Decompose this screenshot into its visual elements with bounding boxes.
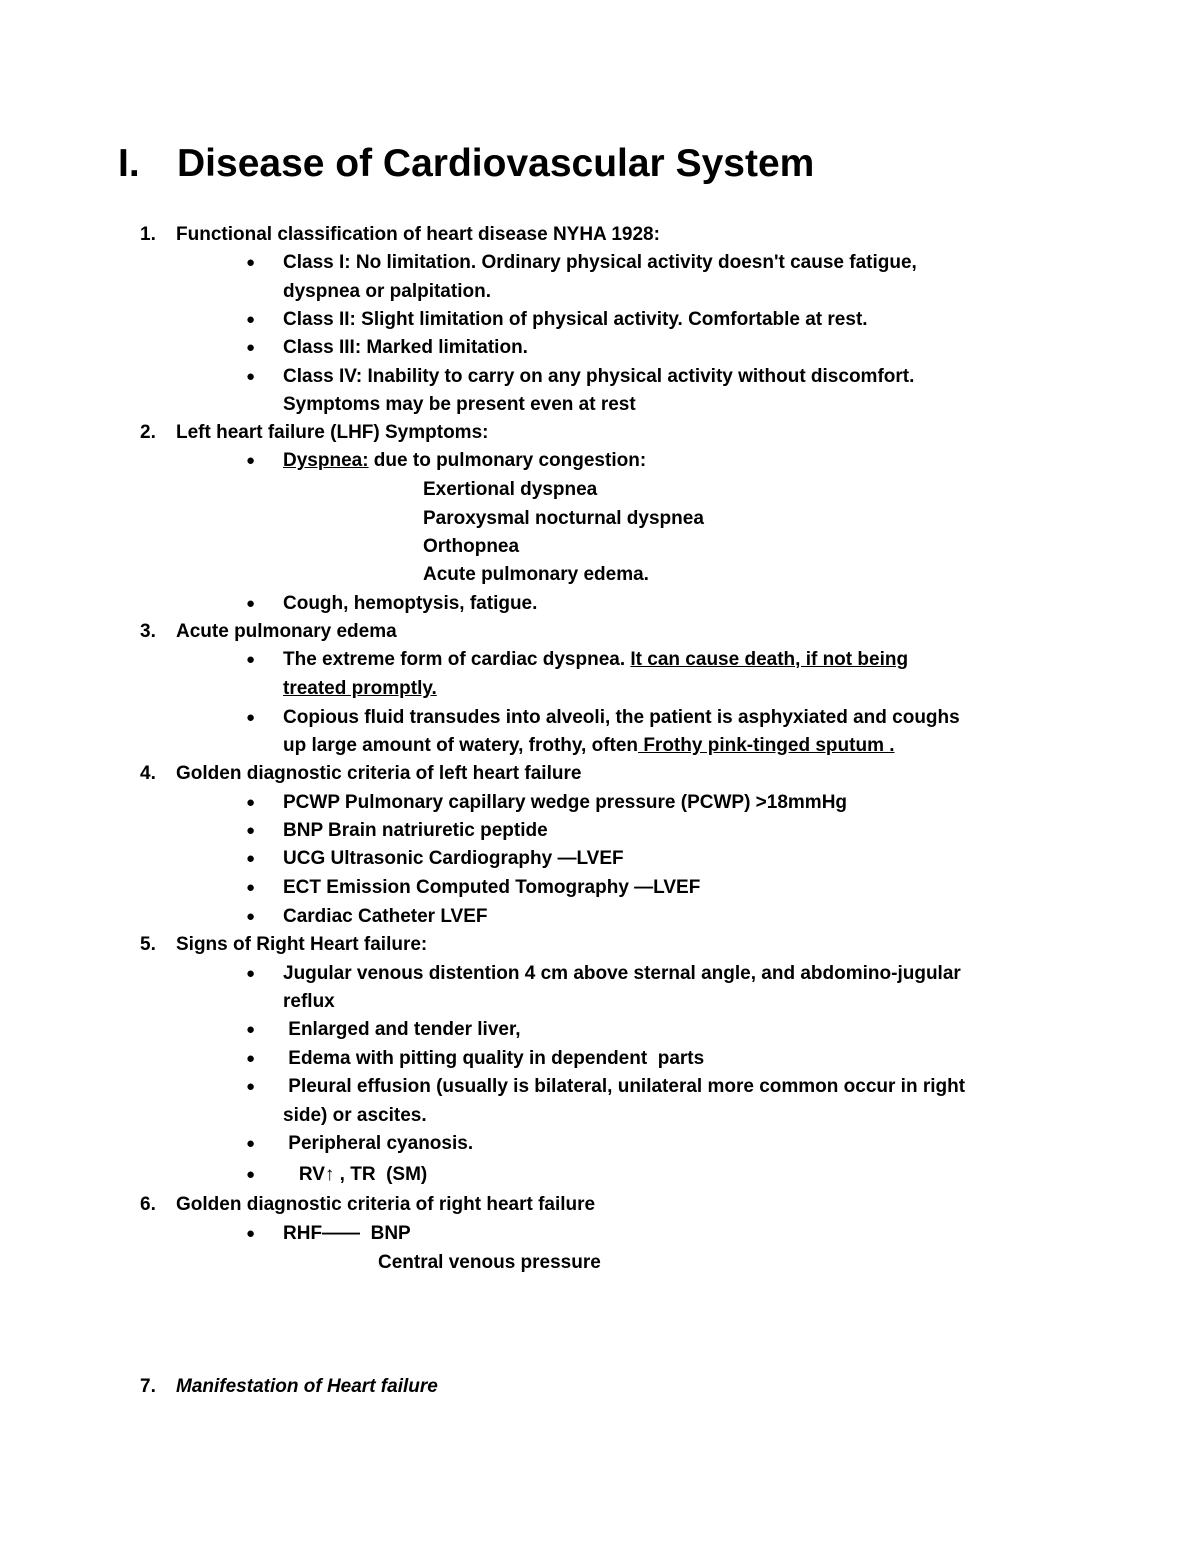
bullet-item: Peripheral cyanosis.	[283, 1133, 474, 1154]
bullet-icon: ●	[246, 651, 256, 668]
section-number: 2.	[140, 422, 156, 443]
bullet-item-continuation: reflux	[283, 991, 335, 1012]
title-number: I.	[118, 142, 140, 185]
bullet-item: Edema with pitting quality in dependent parts	[283, 1048, 705, 1069]
bullet-item-continuation: dyspnea or palpitation.	[283, 281, 491, 302]
section-3-heading: 3. Acute pulmonary edema	[140, 618, 397, 646]
bullet-item: UCG Ultrasonic Cardiography —LVEF	[283, 848, 624, 869]
underlined-warning: It can cause death, if not being	[630, 649, 909, 670]
section-number: 5.	[140, 934, 156, 955]
underlined-term: Dyspnea:	[283, 450, 369, 471]
bullet-item-continuation: side) or ascites.	[283, 1105, 427, 1126]
bullet-item: RHF—— BNP	[283, 1223, 411, 1244]
bullet-item: BNP Brain natriuretic peptide	[283, 820, 548, 841]
section-number: 4.	[140, 763, 156, 784]
bullet-icon: ●	[246, 822, 256, 839]
bullet-item: Copious fluid transudes into alveoli, the patient is asphyxiated and coughs	[283, 707, 960, 728]
bullet-item: Jugular venous distention 4 cm above sternal angle, and abdomino-jugular	[283, 963, 961, 984]
bullet-icon: ●	[246, 1166, 256, 1183]
sub-item: Acute pulmonary edema.	[423, 564, 649, 585]
section-number: 7.	[140, 1376, 156, 1397]
bullet-item-continuation: up large amount of watery, frothy, often Frothy pink-tinged sputum .	[283, 735, 895, 756]
bullet-icon: ●	[246, 1050, 256, 1067]
bullet-icon: ●	[246, 254, 256, 271]
bullet-item: Class IV: Inability to carry on any physical activity without discomfort.	[283, 366, 915, 387]
bullet-icon: ●	[246, 1021, 256, 1038]
section-7-heading: 7. Manifestation of Heart failure	[140, 1373, 438, 1401]
section-2-heading: 2. Left heart failure (LHF) Symptoms:	[140, 419, 488, 447]
bullet-icon: ●	[246, 452, 256, 469]
bullet-item: Class I: No limitation. Ordinary physical activity doesn't cause fatigue,	[283, 252, 917, 273]
bullet-item: The extreme form of cardiac dyspnea. It can cause death, if not being	[283, 649, 909, 670]
bullet-item-continuation	[283, 675, 437, 703]
sub-item: Central venous pressure	[378, 1252, 601, 1273]
bullet-item: Cardiac Catheter LVEF	[283, 906, 488, 927]
bullet-icon: ●	[246, 850, 256, 867]
title-text: Disease of Cardiovascular System	[177, 142, 815, 185]
bullet-item: Class II: Slight limitation of physical activity. Comfortable at rest.	[283, 309, 868, 330]
page-title	[118, 140, 814, 188]
bullet-icon: ●	[246, 1135, 256, 1152]
bullet-item: Cough, hemoptysis, fatigue.	[283, 593, 538, 614]
sub-item: Orthopnea	[423, 536, 520, 557]
section-6-heading: 6. Golden diagnostic criteria of right heart failure	[140, 1191, 595, 1219]
bullet-item: Class III: Marked limitation.	[283, 337, 528, 358]
bullet-item: Enlarged and tender liver,	[283, 1019, 521, 1040]
underlined-term: Frothy pink-tinged sputum .	[638, 735, 895, 756]
bullet-icon: ●	[246, 794, 256, 811]
section-5-heading: 5. Signs of Right Heart failure:	[140, 931, 427, 959]
bullet-icon: ●	[246, 879, 256, 896]
bullet-item: Pleural effusion (usually is bilateral, unilateral more common occur in right	[283, 1076, 966, 1097]
bullet-icon: ●	[246, 311, 256, 328]
sub-item: Paroxysmal nocturnal dyspnea	[423, 508, 704, 529]
section-1-heading: 1. Functional classification of heart disease NYHA 1928:	[140, 221, 660, 249]
section-number: 6.	[140, 1194, 156, 1215]
bullet-icon: ●	[246, 368, 256, 385]
section-number: 1.	[140, 224, 156, 245]
bullet-icon: ●	[246, 709, 256, 726]
bullet-item: Dyspnea: due to pulmonary congestion:	[283, 450, 647, 471]
bullet-icon: ●	[246, 965, 256, 982]
bullet-icon: ●	[246, 1078, 256, 1095]
sub-item: Exertional dyspnea	[423, 479, 598, 500]
underlined-warning: treated promptly.	[283, 678, 437, 699]
bullet-icon: ●	[246, 595, 256, 612]
bullet-item: PCWP Pulmonary capillary wedge pressure (PCWP) >18mmHg	[283, 792, 848, 813]
bullet-item: RV↑ , TR (SM)	[283, 1164, 428, 1185]
bullet-icon: ●	[246, 1225, 256, 1242]
bullet-item: ECT Emission Computed Tomography —LVEF	[283, 877, 701, 898]
bullet-icon: ●	[246, 339, 256, 356]
section-4-heading: 4. Golden diagnostic criteria of left heart failure	[140, 760, 581, 788]
bullet-item-continuation: Symptoms may be present even at rest	[283, 394, 636, 415]
section-number: 3.	[140, 621, 156, 642]
bullet-icon: ●	[246, 908, 256, 925]
